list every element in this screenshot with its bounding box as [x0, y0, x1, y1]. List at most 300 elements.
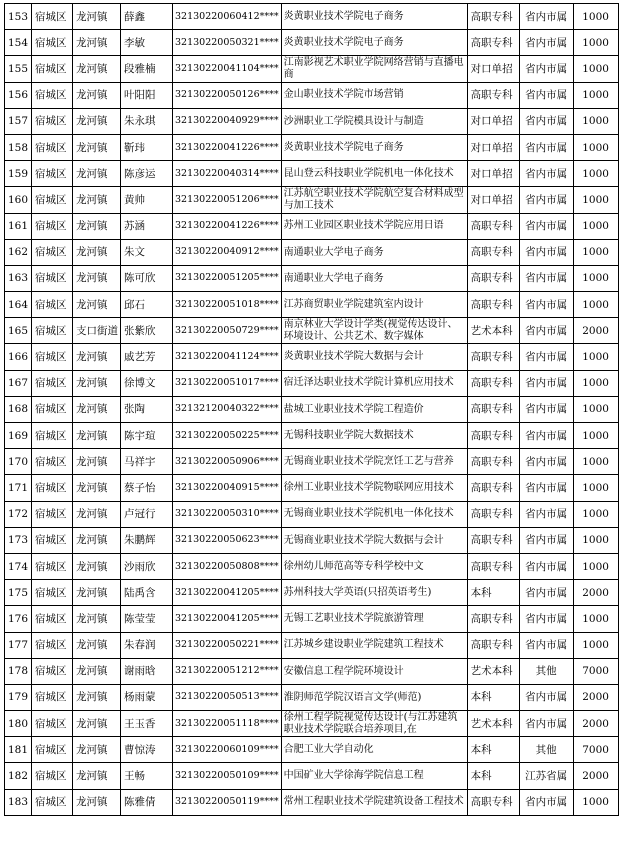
student-subsidy-table	[4, 3, 619, 816]
school-ownership-cell: 省内市属	[519, 344, 573, 370]
row-number: 153	[5, 4, 32, 30]
table-row	[5, 134, 619, 160]
id-number-cell: 32130220050906****	[173, 449, 282, 475]
town-cell: 龙河镇	[73, 4, 121, 30]
education-level-cell: 高职专科	[467, 789, 519, 815]
town-cell: 龙河镇	[73, 82, 121, 108]
table-row	[5, 213, 619, 239]
district-cell: 宿城区	[32, 56, 73, 82]
school-major-cell: 无锡工艺职业技术学院旅游管理	[281, 606, 467, 632]
id-number-cell: 32130220040915****	[173, 475, 282, 501]
table-row	[5, 239, 619, 265]
education-level-cell: 高职专科	[467, 553, 519, 579]
school-major-cell: 江苏城乡建设职业学院建筑工程技术	[281, 632, 467, 658]
table-row	[5, 684, 619, 710]
id-number-cell: 32130220050126****	[173, 82, 282, 108]
subsidy-amount-cell: 7000	[573, 737, 618, 763]
row-number: 182	[5, 763, 32, 789]
district-cell: 宿城区	[32, 239, 73, 265]
id-number-cell: 32130220051118****	[173, 711, 282, 737]
row-number: 180	[5, 711, 32, 737]
school-major-cell: 南通职业大学电子商务	[281, 265, 467, 291]
town-cell: 龙河镇	[73, 108, 121, 134]
subsidy-amount-cell: 1000	[573, 396, 618, 422]
table-row	[5, 370, 619, 396]
town-cell: 龙河镇	[73, 737, 121, 763]
subsidy-amount-cell: 1000	[573, 632, 618, 658]
school-ownership-cell: 省内市属	[519, 632, 573, 658]
district-cell: 宿城区	[32, 30, 73, 56]
subsidy-amount-cell: 1000	[573, 213, 618, 239]
school-major-cell: 无锡商业职业技术学院机电一体化技术	[281, 501, 467, 527]
education-level-cell: 高职专科	[467, 239, 519, 265]
row-number: 177	[5, 632, 32, 658]
town-cell: 龙河镇	[73, 789, 121, 815]
student-name-cell: 沙雨欣	[121, 553, 173, 579]
id-number-cell: 32130220060109****	[173, 737, 282, 763]
school-major-cell: 炎黄职业技术学院大数据与会计	[281, 344, 467, 370]
education-level-cell: 本科	[467, 737, 519, 763]
table-row	[5, 606, 619, 632]
row-number: 172	[5, 501, 32, 527]
district-cell: 宿城区	[32, 475, 73, 501]
row-number: 157	[5, 108, 32, 134]
row-number: 174	[5, 553, 32, 579]
school-ownership-cell: 省内市属	[519, 265, 573, 291]
town-cell: 龙河镇	[73, 763, 121, 789]
district-cell: 宿城区	[32, 553, 73, 579]
student-name-cell: 张紫欣	[121, 318, 173, 344]
student-name-cell: 陆禹含	[121, 580, 173, 606]
subsidy-amount-cell: 2000	[573, 318, 618, 344]
student-name-cell: 苏涵	[121, 213, 173, 239]
subsidy-amount-cell: 1000	[573, 370, 618, 396]
student-name-cell: 陈彦运	[121, 161, 173, 187]
school-major-cell: 江苏商贸职业学院建筑室内设计	[281, 292, 467, 318]
table-row	[5, 737, 619, 763]
subsidy-amount-cell: 1000	[573, 134, 618, 160]
education-level-cell: 对口单招	[467, 187, 519, 213]
district-cell: 宿城区	[32, 187, 73, 213]
id-number-cell: 32130220041226****	[173, 134, 282, 160]
row-number: 161	[5, 213, 32, 239]
table-row	[5, 789, 619, 815]
row-number: 183	[5, 789, 32, 815]
student-name-cell: 黄帅	[121, 187, 173, 213]
student-name-cell: 王玉香	[121, 711, 173, 737]
school-major-cell: 炎黄职业技术学院电子商务	[281, 134, 467, 160]
id-number-cell: 32130220041226****	[173, 213, 282, 239]
subsidy-amount-cell: 1000	[573, 82, 618, 108]
school-major-cell: 无锡商业职业技术学院大数据与会计	[281, 527, 467, 553]
table-row	[5, 30, 619, 56]
education-level-cell: 本科	[467, 684, 519, 710]
table-row	[5, 396, 619, 422]
education-level-cell: 高职专科	[467, 527, 519, 553]
row-number: 155	[5, 56, 32, 82]
school-major-cell: 宿迁泽达职业技术学院计算机应用技术	[281, 370, 467, 396]
table-row	[5, 711, 619, 737]
school-major-cell: 炎黄职业技术学院电子商务	[281, 30, 467, 56]
id-number-cell: 32130220050221****	[173, 632, 282, 658]
row-number: 156	[5, 82, 32, 108]
education-level-cell: 高职专科	[467, 292, 519, 318]
school-ownership-cell: 省内市属	[519, 161, 573, 187]
row-number: 159	[5, 161, 32, 187]
row-number: 171	[5, 475, 32, 501]
school-ownership-cell: 省内市属	[519, 108, 573, 134]
school-ownership-cell: 省内市属	[519, 56, 573, 82]
table-row	[5, 580, 619, 606]
row-number: 165	[5, 318, 32, 344]
row-number: 168	[5, 396, 32, 422]
town-cell: 龙河镇	[73, 580, 121, 606]
subsidy-amount-cell: 1000	[573, 553, 618, 579]
district-cell: 宿城区	[32, 789, 73, 815]
id-number-cell: 32130220051205****	[173, 265, 282, 291]
education-level-cell: 高职专科	[467, 213, 519, 239]
school-ownership-cell: 省内市属	[519, 711, 573, 737]
education-level-cell: 高职专科	[467, 606, 519, 632]
subsidy-amount-cell: 1000	[573, 789, 618, 815]
student-name-cell: 朱鹏辉	[121, 527, 173, 553]
school-major-cell: 合肥工业大学自动化	[281, 737, 467, 763]
subsidy-amount-cell: 1000	[573, 449, 618, 475]
id-number-cell: 32130220050513****	[173, 684, 282, 710]
subsidy-amount-cell: 1000	[573, 161, 618, 187]
education-level-cell: 高职专科	[467, 265, 519, 291]
town-cell: 龙河镇	[73, 449, 121, 475]
subsidy-amount-cell: 1000	[573, 187, 618, 213]
school-ownership-cell: 省内市属	[519, 239, 573, 265]
school-major-cell: 江苏航空职业技术学院航空复合材料成型与加工技术	[281, 187, 467, 213]
district-cell: 宿城区	[32, 763, 73, 789]
district-cell: 宿城区	[32, 370, 73, 396]
id-number-cell: 32130220041104****	[173, 56, 282, 82]
education-level-cell: 高职专科	[467, 4, 519, 30]
district-cell: 宿城区	[32, 711, 73, 737]
id-number-cell: 32130220060412****	[173, 4, 282, 30]
town-cell: 支口街道	[73, 318, 121, 344]
row-number: 154	[5, 30, 32, 56]
table-row	[5, 56, 619, 82]
table-row	[5, 161, 619, 187]
district-cell: 宿城区	[32, 134, 73, 160]
row-number: 167	[5, 370, 32, 396]
school-ownership-cell: 省内市属	[519, 30, 573, 56]
town-cell: 龙河镇	[73, 239, 121, 265]
student-name-cell: 陈宇瑄	[121, 423, 173, 449]
id-number-cell: 32130220050119****	[173, 789, 282, 815]
row-number: 160	[5, 187, 32, 213]
table-row	[5, 82, 619, 108]
school-major-cell: 炎黄职业技术学院电子商务	[281, 4, 467, 30]
id-number-cell: 32130220040314****	[173, 161, 282, 187]
town-cell: 龙河镇	[73, 370, 121, 396]
table-row	[5, 108, 619, 134]
id-number-cell: 32130220050225****	[173, 423, 282, 449]
district-cell: 宿城区	[32, 4, 73, 30]
education-level-cell: 对口单招	[467, 108, 519, 134]
student-name-cell: 戚艺芳	[121, 344, 173, 370]
school-major-cell: 金山职业技术学院市场营销	[281, 82, 467, 108]
town-cell: 龙河镇	[73, 134, 121, 160]
school-major-cell: 昆山登云科技职业学院机电一体化技术	[281, 161, 467, 187]
table-row	[5, 527, 619, 553]
row-number: 158	[5, 134, 32, 160]
student-name-cell: 陈莹莹	[121, 606, 173, 632]
education-level-cell: 高职专科	[467, 344, 519, 370]
row-number: 176	[5, 606, 32, 632]
subsidy-amount-cell: 1000	[573, 475, 618, 501]
school-major-cell: 中国矿业大学徐海学院信息工程	[281, 763, 467, 789]
school-ownership-cell: 江苏省属	[519, 763, 573, 789]
row-number: 175	[5, 580, 32, 606]
education-level-cell: 对口单招	[467, 161, 519, 187]
school-major-cell: 江南影视艺术职业学院网络营销与直播电商	[281, 56, 467, 82]
student-name-cell: 陈雅倩	[121, 789, 173, 815]
student-name-cell: 段雅楠	[121, 56, 173, 82]
education-level-cell: 高职专科	[467, 475, 519, 501]
student-name-cell: 卢冠行	[121, 501, 173, 527]
table-row	[5, 475, 619, 501]
table-row	[5, 658, 619, 684]
education-level-cell: 艺术本科	[467, 711, 519, 737]
district-cell: 宿城区	[32, 606, 73, 632]
school-ownership-cell: 省内市属	[519, 475, 573, 501]
id-number-cell: 32130220051017****	[173, 370, 282, 396]
district-cell: 宿城区	[32, 449, 73, 475]
school-ownership-cell: 省内市属	[519, 134, 573, 160]
school-ownership-cell: 省内市属	[519, 449, 573, 475]
education-level-cell: 本科	[467, 580, 519, 606]
district-cell: 宿城区	[32, 423, 73, 449]
school-ownership-cell: 省内市属	[519, 318, 573, 344]
school-ownership-cell: 省内市属	[519, 292, 573, 318]
school-ownership-cell: 省内市属	[519, 187, 573, 213]
town-cell: 龙河镇	[73, 553, 121, 579]
district-cell: 宿城区	[32, 658, 73, 684]
row-number: 173	[5, 527, 32, 553]
education-level-cell: 高职专科	[467, 632, 519, 658]
student-name-cell: 蔡子怡	[121, 475, 173, 501]
town-cell: 龙河镇	[73, 161, 121, 187]
table-row	[5, 553, 619, 579]
table-row	[5, 265, 619, 291]
education-level-cell: 高职专科	[467, 396, 519, 422]
row-number: 164	[5, 292, 32, 318]
id-number-cell: 32130220040929****	[173, 108, 282, 134]
student-name-cell: 张陶	[121, 396, 173, 422]
id-number-cell: 32130220040912****	[173, 239, 282, 265]
town-cell: 龙河镇	[73, 658, 121, 684]
education-level-cell: 高职专科	[467, 370, 519, 396]
school-ownership-cell: 省内市属	[519, 580, 573, 606]
student-name-cell: 朱永琪	[121, 108, 173, 134]
row-number: 178	[5, 658, 32, 684]
district-cell: 宿城区	[32, 344, 73, 370]
school-ownership-cell: 省内市属	[519, 789, 573, 815]
school-ownership-cell: 省内市属	[519, 213, 573, 239]
district-cell: 宿城区	[32, 292, 73, 318]
table-row	[5, 187, 619, 213]
district-cell: 宿城区	[32, 580, 73, 606]
education-level-cell: 对口单招	[467, 56, 519, 82]
table-row	[5, 449, 619, 475]
school-ownership-cell: 省内市属	[519, 370, 573, 396]
table-body	[5, 4, 619, 816]
district-cell: 宿城区	[32, 501, 73, 527]
school-major-cell: 安徽信息工程学院环境设计	[281, 658, 467, 684]
subsidy-amount-cell: 1000	[573, 4, 618, 30]
subsidy-amount-cell: 1000	[573, 344, 618, 370]
school-major-cell: 徐州工业职业技术学院物联网应用技术	[281, 475, 467, 501]
subsidy-amount-cell: 1000	[573, 423, 618, 449]
town-cell: 龙河镇	[73, 684, 121, 710]
education-level-cell: 高职专科	[467, 501, 519, 527]
subsidy-amount-cell: 1000	[573, 292, 618, 318]
student-name-cell: 徐博文	[121, 370, 173, 396]
subsidy-amount-cell: 7000	[573, 658, 618, 684]
row-number: 181	[5, 737, 32, 763]
school-ownership-cell: 省内市属	[519, 606, 573, 632]
table-row	[5, 318, 619, 344]
school-major-cell: 常州工程职业技术学院建筑设备工程技术	[281, 789, 467, 815]
district-cell: 宿城区	[32, 108, 73, 134]
table-row	[5, 292, 619, 318]
district-cell: 宿城区	[32, 684, 73, 710]
school-major-cell: 盐城工业职业技术学院工程造价	[281, 396, 467, 422]
row-number: 162	[5, 239, 32, 265]
town-cell: 龙河镇	[73, 501, 121, 527]
subsidy-amount-cell: 1000	[573, 239, 618, 265]
school-ownership-cell: 其他	[519, 658, 573, 684]
school-ownership-cell: 省内市属	[519, 527, 573, 553]
id-number-cell: 32130220041205****	[173, 606, 282, 632]
school-ownership-cell: 省内市属	[519, 501, 573, 527]
student-name-cell: 王畅	[121, 763, 173, 789]
student-name-cell: 朱春润	[121, 632, 173, 658]
id-number-cell: 32130220041205****	[173, 580, 282, 606]
town-cell: 龙河镇	[73, 606, 121, 632]
school-major-cell: 徐州工程学院视觉传达设计(与江苏建筑职业技术学院联合培养项目,在	[281, 711, 467, 737]
row-number: 169	[5, 423, 32, 449]
subsidy-amount-cell: 2000	[573, 763, 618, 789]
district-cell: 宿城区	[32, 527, 73, 553]
subsidy-amount-cell: 1000	[573, 501, 618, 527]
subsidy-amount-cell: 1000	[573, 265, 618, 291]
district-cell: 宿城区	[32, 213, 73, 239]
school-major-cell: 南通职业大学电子商务	[281, 239, 467, 265]
town-cell: 龙河镇	[73, 292, 121, 318]
subsidy-amount-cell: 1000	[573, 30, 618, 56]
student-name-cell: 叶阳阳	[121, 82, 173, 108]
town-cell: 龙河镇	[73, 30, 121, 56]
school-ownership-cell: 省内市属	[519, 684, 573, 710]
subsidy-amount-cell: 1000	[573, 606, 618, 632]
table-row	[5, 632, 619, 658]
school-major-cell: 无锡科技职业学院大数据技术	[281, 423, 467, 449]
id-number-cell: 32130220050808****	[173, 553, 282, 579]
subsidy-amount-cell: 1000	[573, 56, 618, 82]
school-ownership-cell: 省内市属	[519, 4, 573, 30]
education-level-cell: 艺术本科	[467, 318, 519, 344]
id-number-cell: 32130220051018****	[173, 292, 282, 318]
town-cell: 龙河镇	[73, 187, 121, 213]
student-name-cell: 靳玮	[121, 134, 173, 160]
student-name-cell: 李敏	[121, 30, 173, 56]
student-name-cell: 薛鑫	[121, 4, 173, 30]
school-ownership-cell: 省内市属	[519, 423, 573, 449]
school-major-cell: 沙洲职业工学院模具设计与制造	[281, 108, 467, 134]
row-number: 166	[5, 344, 32, 370]
student-name-cell: 邱石	[121, 292, 173, 318]
school-major-cell: 无锡商业职业技术学院烹饪工艺与营养	[281, 449, 467, 475]
district-cell: 宿城区	[32, 161, 73, 187]
id-number-cell: 32130220050623****	[173, 527, 282, 553]
table-row	[5, 501, 619, 527]
town-cell: 龙河镇	[73, 213, 121, 239]
school-major-cell: 淮阴师范学院汉语言文学(师范)	[281, 684, 467, 710]
school-major-cell: 苏州科技大学英语(只招英语考生)	[281, 580, 467, 606]
school-ownership-cell: 省内市属	[519, 396, 573, 422]
town-cell: 龙河镇	[73, 56, 121, 82]
student-name-cell: 曹惊涛	[121, 737, 173, 763]
town-cell: 龙河镇	[73, 475, 121, 501]
student-name-cell: 朱文	[121, 239, 173, 265]
table-row	[5, 423, 619, 449]
student-name-cell: 马祥宇	[121, 449, 173, 475]
subsidy-amount-cell: 2000	[573, 580, 618, 606]
education-level-cell: 本科	[467, 763, 519, 789]
id-number-cell: 32130220051212****	[173, 658, 282, 684]
table-row	[5, 4, 619, 30]
town-cell: 龙河镇	[73, 423, 121, 449]
school-major-cell: 徐州幼儿师范高等专科学校中文	[281, 553, 467, 579]
education-level-cell: 高职专科	[467, 82, 519, 108]
town-cell: 龙河镇	[73, 396, 121, 422]
subsidy-amount-cell: 2000	[573, 684, 618, 710]
id-number-cell: 32130220050109****	[173, 763, 282, 789]
school-ownership-cell: 省内市属	[519, 553, 573, 579]
row-number: 179	[5, 684, 32, 710]
id-number-cell: 32130220050310****	[173, 501, 282, 527]
subsidy-amount-cell: 1000	[573, 527, 618, 553]
district-cell: 宿城区	[32, 265, 73, 291]
subsidy-amount-cell: 1000	[573, 108, 618, 134]
education-level-cell: 艺术本科	[467, 658, 519, 684]
student-name-cell: 陈可欣	[121, 265, 173, 291]
school-ownership-cell: 省内市属	[519, 82, 573, 108]
id-number-cell: 32130220051206****	[173, 187, 282, 213]
school-ownership-cell: 其他	[519, 737, 573, 763]
id-number-cell: 32130220041124****	[173, 344, 282, 370]
student-name-cell: 谢雨晗	[121, 658, 173, 684]
district-cell: 宿城区	[32, 396, 73, 422]
education-level-cell: 高职专科	[467, 423, 519, 449]
table-row	[5, 344, 619, 370]
district-cell: 宿城区	[32, 632, 73, 658]
id-number-cell: 32130220050321****	[173, 30, 282, 56]
school-major-cell: 南京林业大学设计学类(视觉传达设计、环境设计、公共艺术、数字媒体	[281, 318, 467, 344]
town-cell: 龙河镇	[73, 711, 121, 737]
student-name-cell: 杨雨蒙	[121, 684, 173, 710]
school-major-cell: 苏州工业园区职业技术学院应用日语	[281, 213, 467, 239]
id-number-cell: 32130220050729****	[173, 318, 282, 344]
town-cell: 龙河镇	[73, 265, 121, 291]
row-number: 163	[5, 265, 32, 291]
table-row	[5, 763, 619, 789]
